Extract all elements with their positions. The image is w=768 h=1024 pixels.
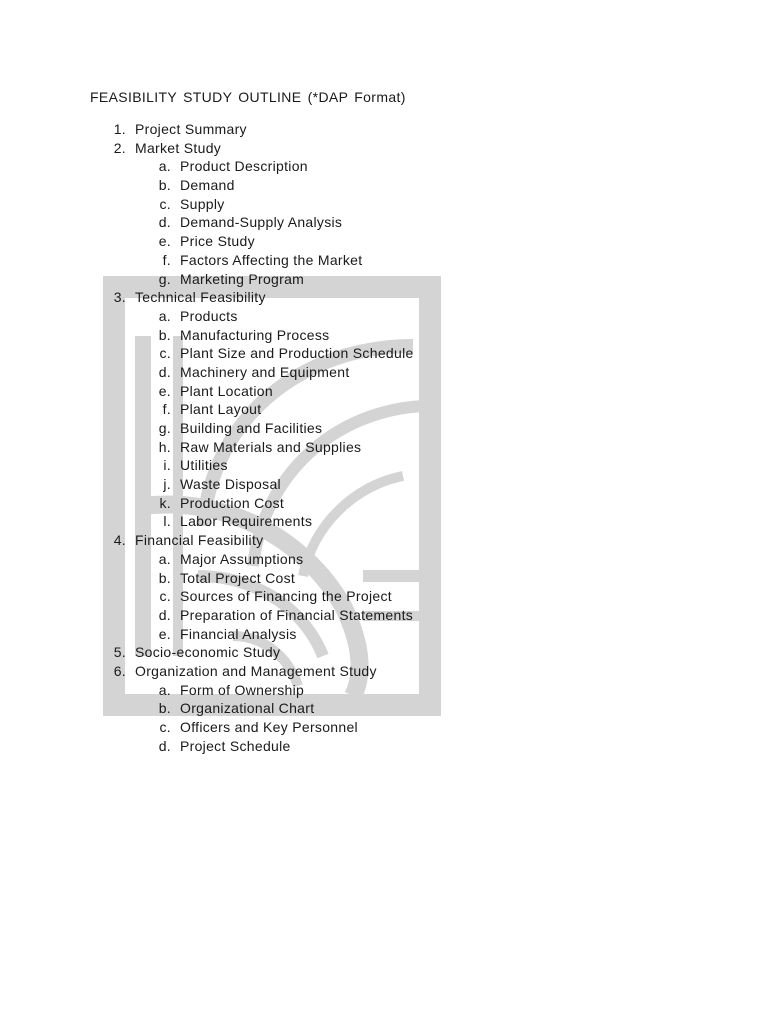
subsection-label: Plant Location bbox=[180, 382, 273, 399]
subsection-label: Marketing Program bbox=[180, 270, 305, 287]
subsection-label: Plant Layout bbox=[180, 401, 262, 418]
document-title: FEASIBILITY STUDY OUTLINE (*DAP Format) bbox=[90, 89, 406, 105]
section-number: 2. bbox=[113, 139, 126, 156]
outline-subsection bbox=[0, 195, 768, 214]
outline-section bbox=[0, 288, 768, 307]
subsection-letter: b. bbox=[158, 700, 171, 717]
section-number: 3. bbox=[113, 289, 126, 306]
subsection-letter: l. bbox=[163, 513, 171, 530]
outline-subsection bbox=[0, 382, 768, 401]
subsection-label: Price Study bbox=[180, 233, 255, 250]
section-number: 1. bbox=[113, 121, 126, 137]
subsection-label: Preparation of Financial Statements bbox=[180, 606, 414, 623]
subsection-letter: k. bbox=[159, 494, 171, 511]
outline-subsection bbox=[0, 176, 768, 195]
subsection-label: Plant Size and Production Schedule bbox=[180, 345, 414, 362]
outline-subsection bbox=[0, 363, 768, 382]
outline-section bbox=[0, 531, 768, 550]
subsection-letter: g. bbox=[158, 420, 171, 436]
subsection-label: Raw Materials and Supplies bbox=[180, 438, 362, 455]
subsection-letter: e. bbox=[158, 382, 171, 399]
outline-subsection bbox=[0, 438, 768, 457]
outline-subsection bbox=[0, 213, 768, 232]
subsection-label: Sources of Financing the Project bbox=[180, 588, 392, 605]
subsection-label: Project Schedule bbox=[180, 737, 291, 754]
subsection-letter: f. bbox=[162, 251, 171, 268]
subsection-letter: i. bbox=[163, 457, 171, 474]
subsection-letter: c. bbox=[159, 195, 171, 212]
section-number: 6. bbox=[113, 662, 126, 679]
subsection-label: Total Project Cost bbox=[180, 569, 296, 586]
subsection-letter: d. bbox=[158, 214, 171, 231]
subsection-label: Demand bbox=[180, 177, 235, 194]
section-label: Project Summary bbox=[135, 121, 247, 137]
subsection-letter: b. bbox=[158, 569, 171, 586]
subsection-letter: c. bbox=[159, 345, 171, 362]
outline-subsection bbox=[0, 232, 768, 251]
subsection-letter: d. bbox=[158, 363, 171, 380]
subsection-letter: e. bbox=[158, 625, 171, 642]
subsection-label: Major Assumptions bbox=[180, 550, 304, 567]
subsection-label: Waste Disposal bbox=[180, 476, 281, 493]
subsection-letter: a. bbox=[158, 307, 171, 324]
subsection-label: Product Description bbox=[180, 158, 308, 175]
section-label: Technical Feasibility bbox=[135, 289, 266, 306]
outline-subsection bbox=[0, 569, 768, 588]
subsection-letter: a. bbox=[158, 550, 171, 567]
subsection-letter: c. bbox=[159, 719, 171, 735]
subsection-label: Officers and Key Personnel bbox=[180, 719, 358, 735]
outline-subsection bbox=[0, 326, 768, 345]
outline-subsection bbox=[0, 512, 768, 531]
subsection-letter: d. bbox=[158, 606, 171, 623]
subsection-label: Organizational Chart bbox=[180, 700, 315, 717]
subsection-letter: f. bbox=[162, 401, 171, 418]
subsection-letter: a. bbox=[158, 158, 171, 175]
subsection-letter: b. bbox=[158, 326, 171, 343]
outline-subsection bbox=[0, 625, 768, 644]
subsection-label: Machinery and Equipment bbox=[180, 363, 350, 380]
outline-section bbox=[0, 120, 768, 139]
outline-subsection bbox=[0, 251, 768, 270]
subsection-label: Factors Affecting the Market bbox=[180, 251, 363, 268]
outline-subsection bbox=[0, 475, 768, 494]
outline-subsection bbox=[0, 606, 768, 625]
subsection-letter: d. bbox=[158, 737, 171, 754]
outline-subsection bbox=[0, 456, 768, 475]
subsection-label: Production Cost bbox=[180, 494, 285, 511]
subsection-label: Financial Analysis bbox=[180, 625, 297, 642]
outline-subsection bbox=[0, 419, 768, 438]
subsection-label: Demand-Supply Analysis bbox=[180, 214, 343, 231]
section-label: Market Study bbox=[135, 139, 222, 156]
outline-subsection bbox=[0, 699, 768, 718]
subsection-letter: e. bbox=[158, 233, 171, 250]
outline-subsection bbox=[0, 157, 768, 176]
subsection-letter: a. bbox=[158, 681, 171, 698]
subsection-label: Supply bbox=[180, 195, 225, 212]
outline-subsection bbox=[0, 587, 768, 606]
outline-subsection bbox=[0, 681, 768, 700]
outline-subsection bbox=[0, 307, 768, 326]
section-number: 5. bbox=[113, 644, 126, 661]
subsection-letter: j. bbox=[163, 476, 171, 493]
outline-subsection bbox=[0, 718, 768, 737]
section-label: Organization and Management Study bbox=[135, 662, 377, 679]
section-label: Socio-economic Study bbox=[135, 644, 281, 661]
outline-subsection bbox=[0, 400, 768, 419]
subsection-letter: h. bbox=[158, 438, 171, 455]
subsection-letter: c. bbox=[159, 588, 171, 605]
section-number: 4. bbox=[113, 532, 126, 549]
outline-subsection bbox=[0, 270, 768, 289]
subsection-label: Manufacturing Process bbox=[180, 326, 330, 343]
subsection-letter: b. bbox=[158, 177, 171, 194]
subsection-label: Utilities bbox=[180, 457, 228, 474]
outline-section bbox=[0, 139, 768, 158]
feasibility-outline-list bbox=[0, 120, 768, 755]
outline-subsection bbox=[0, 550, 768, 569]
outline-subsection bbox=[0, 344, 768, 363]
subsection-label: Form of Ownership bbox=[180, 681, 305, 698]
subsection-label: Labor Requirements bbox=[180, 513, 313, 530]
outline-section bbox=[0, 643, 768, 662]
outline-subsection bbox=[0, 737, 768, 756]
subsection-letter: g. bbox=[158, 270, 171, 287]
subsection-label: Building and Facilities bbox=[180, 420, 323, 436]
section-label: Financial Feasibility bbox=[135, 532, 264, 549]
outline-subsection bbox=[0, 494, 768, 513]
subsection-label: Products bbox=[180, 307, 238, 324]
outline-section bbox=[0, 662, 768, 681]
